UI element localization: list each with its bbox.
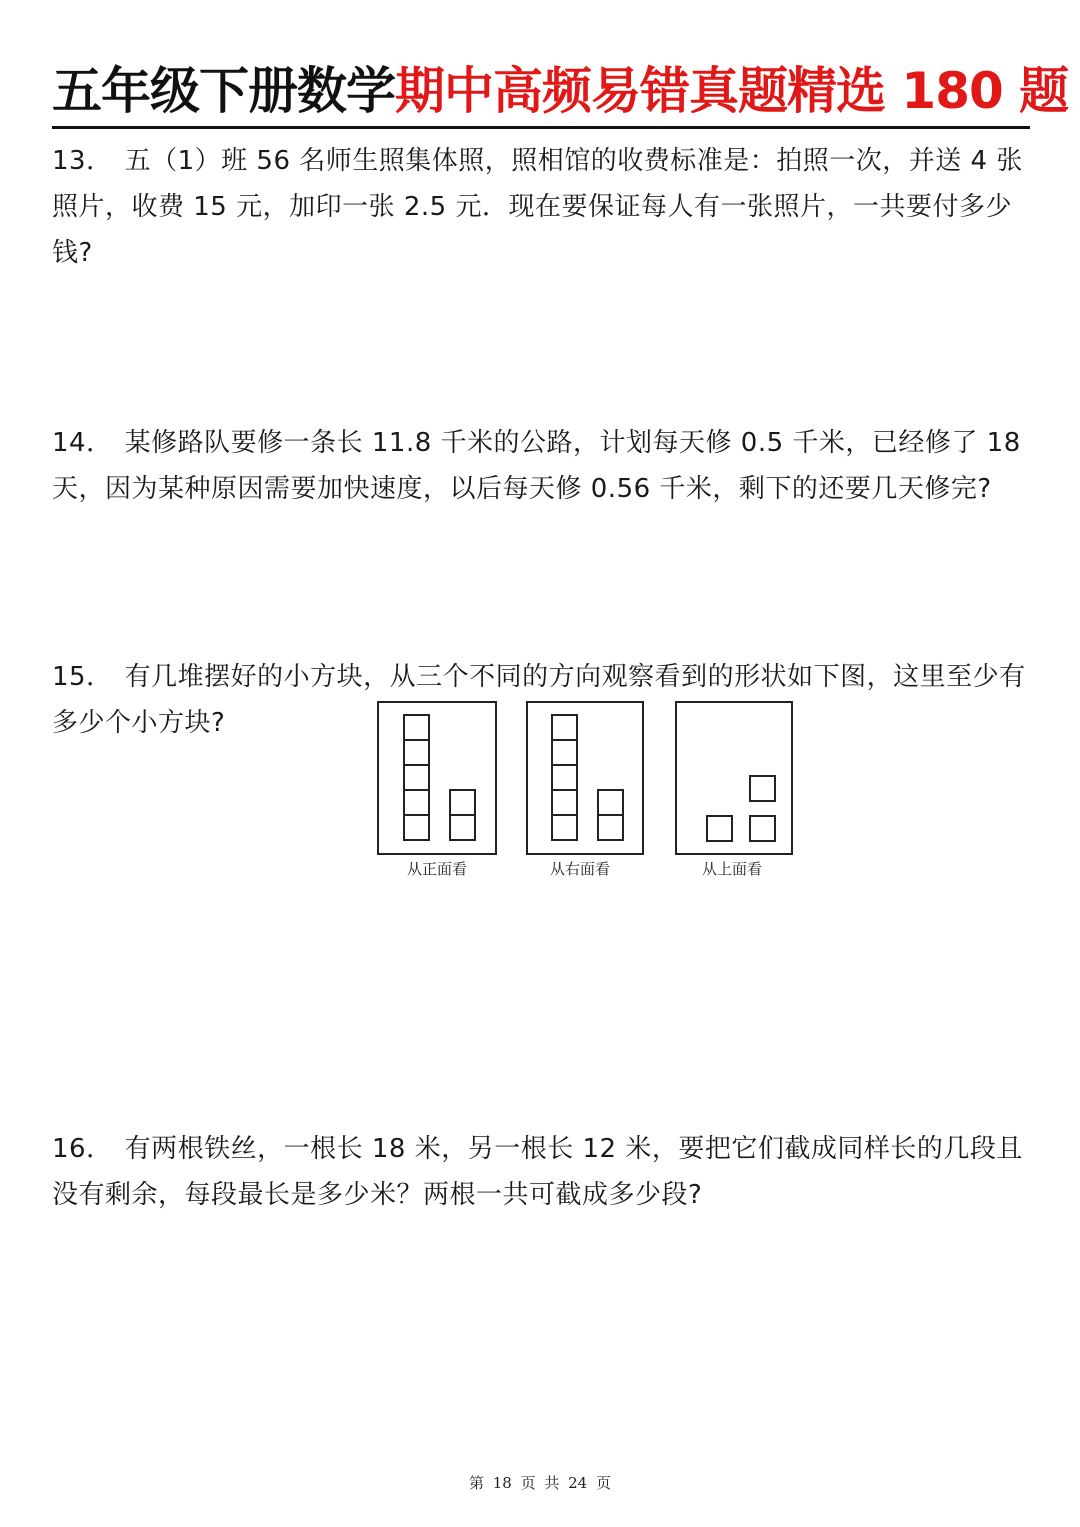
- cube: [404, 815, 429, 840]
- question-14: [52, 420, 1032, 512]
- front-view: [378, 702, 496, 878]
- view-label: 从上面看: [701, 860, 763, 878]
- title-part-highlight: 期中高频易错真题精选 180 题: [395, 62, 1069, 120]
- view-frame: [378, 702, 496, 854]
- cube: [404, 740, 429, 765]
- question-number: 13．: [52, 146, 113, 176]
- view-label: 从正面看: [406, 860, 468, 878]
- cube: [552, 815, 577, 840]
- cube-views-figure: [370, 696, 810, 886]
- cube: [552, 790, 577, 815]
- title-underline: [52, 126, 1030, 129]
- page-title: [52, 56, 1069, 126]
- cube: [450, 815, 475, 840]
- cube: [404, 715, 429, 740]
- cube: [750, 816, 775, 841]
- cube: [404, 765, 429, 790]
- title-part-grade: 五年级下册数学: [52, 62, 395, 120]
- question-16: [52, 1126, 1032, 1218]
- cube: [598, 790, 623, 815]
- top-view: [676, 702, 792, 878]
- question-number: 14．: [52, 428, 113, 458]
- question-text: 有两根铁丝，一根长 18 米，另一根长 12 米，要把它们截成同样长的几段且没有剩余，每段最长是多少米？两根一共可截成多少段?: [52, 1134, 1023, 1210]
- right-view: [527, 702, 643, 878]
- page-footer: 第 18 页 共 24 页: [468, 1474, 611, 1492]
- question-text: 五（1）班 56 名师生照集体照，照相馆的收费标准是：拍照一次，并送 4 张照片，收费 15 元，加印一张 2.5 元．现在要保证每人有一张照片，一共要付多少钱?: [52, 146, 1023, 268]
- question-number: 16．: [52, 1134, 113, 1164]
- cube: [404, 790, 429, 815]
- view-label: 从右面看: [549, 860, 611, 878]
- question-text: 某修路队要修一条长 11.8 千米的公路，计划每天修 0.5 千米，已经修了 18 天，因为某种原因需要加快速度，以后每天修 0.56 千米，剩下的还要几天修完?: [52, 428, 1021, 504]
- question-text: 有几堆摆好的小方块，从三个不同的方向观察看到的形状如下图，这里至少有多少个小方块?: [52, 662, 1026, 738]
- cube: [552, 765, 577, 790]
- view-frame: [527, 702, 643, 854]
- cube: [450, 790, 475, 815]
- cube: [552, 740, 577, 765]
- cube: [707, 816, 732, 841]
- question-13: [52, 138, 1032, 276]
- cube: [750, 776, 775, 801]
- cube: [598, 815, 623, 840]
- cube: [552, 715, 577, 740]
- question-number: 15．: [52, 662, 113, 692]
